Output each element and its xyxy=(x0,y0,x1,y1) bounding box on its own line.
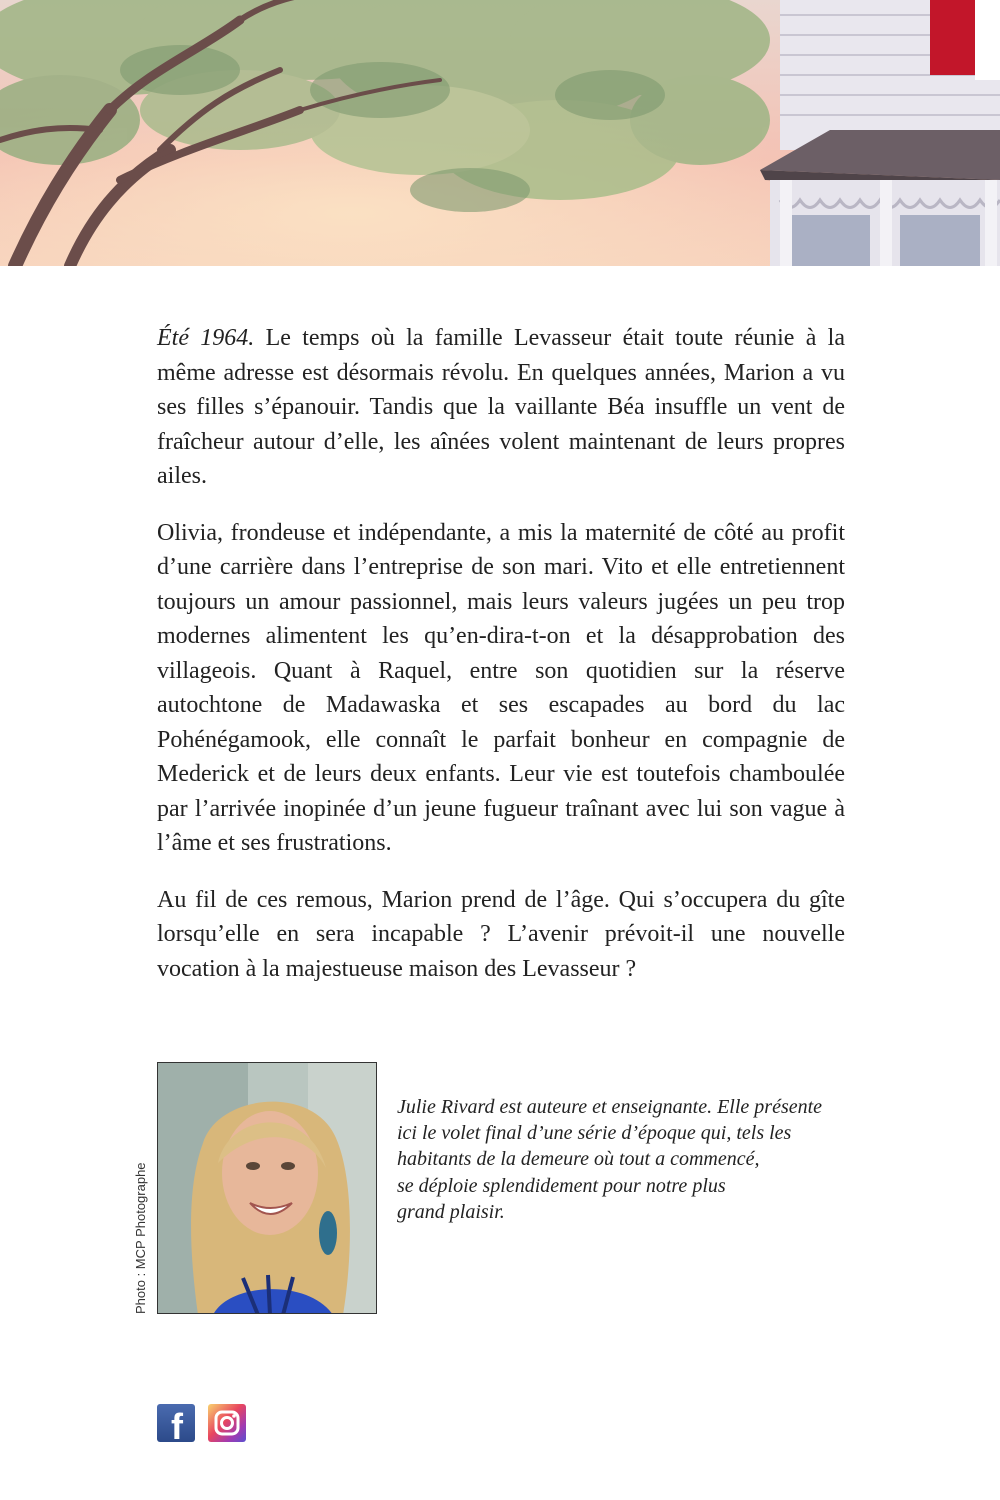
author-photo xyxy=(157,1062,377,1314)
painting-icon xyxy=(0,0,1000,266)
blurb-paragraph-2: Olivia, frondeuse et indépendante, a mis la maternité de côté au profit d’une carrière dans l’entreprise de son mari. Vito et elle entretiennent toujours un amour passionnel, mais leurs valeurs jugées un peu trop modernes alimentent les qu’en-dira-t-on et la désapprobation des villageois. Quant à Raquel, entre son quotidien sur la réserve autochtone de Madawaska et ses escapades au bord du lac Pohénégamook, elle connaît le parfait bonheur en compagnie de Mederick et de leurs deux enfants. Leur vie est toutefois chamboulée par l’arrivée inopinée d’un jeune fugueur traînant avec lui son vague à l’âme et ses frustrations. xyxy=(157,519,845,856)
author-bio-line: ici le volet final d’une série d’époque qui, tels les xyxy=(397,1122,792,1145)
facebook-icon[interactable] xyxy=(157,1404,195,1442)
house xyxy=(760,0,1000,266)
blurb-paragraph-3: Au fil de ces remous, Marion prend de l’âge. Qui s’occupera du gîte lorsqu’elle en sera incapable ? L’avenir prévoit-il une nouvelle vocation à la majestueuse maison des Levasseur ? xyxy=(157,886,845,982)
photo-credit: Photo : MCP Photographe xyxy=(133,1162,148,1314)
instagram-icon[interactable] xyxy=(208,1404,246,1442)
author-bio-line: habitants de la demeure où tout a commencé, xyxy=(397,1148,760,1171)
cover-painting xyxy=(0,0,1000,266)
facebook-glyph: f xyxy=(171,1406,183,1442)
author-bio xyxy=(397,1094,837,1225)
author-bio-line: Julie Rivard est auteure et enseignante. Elle présente xyxy=(397,1096,823,1118)
blurb-paragraph-1 xyxy=(157,321,845,494)
author-bio-line: grand plaisir. xyxy=(397,1200,505,1223)
shutter xyxy=(930,0,980,75)
blurb-paragraph-1-text: Le temps où la famille Levasseur était toute réunie à la même adresse est désormais révolu. En quelques années, Marion a vu ses filles s’épanouir. Tandis que la vaillante Béa insuffle un vent de fraîcheur autour d’elle, les aînées volent maintenant de leurs propres ailes. xyxy=(157,325,845,489)
back-cover-blurb xyxy=(157,321,845,1008)
blurb-date: Été 1964. xyxy=(157,325,255,351)
author-bio-line: se déploie splendidement pour notre plus xyxy=(397,1174,726,1197)
author-portrait-icon xyxy=(158,1063,377,1314)
